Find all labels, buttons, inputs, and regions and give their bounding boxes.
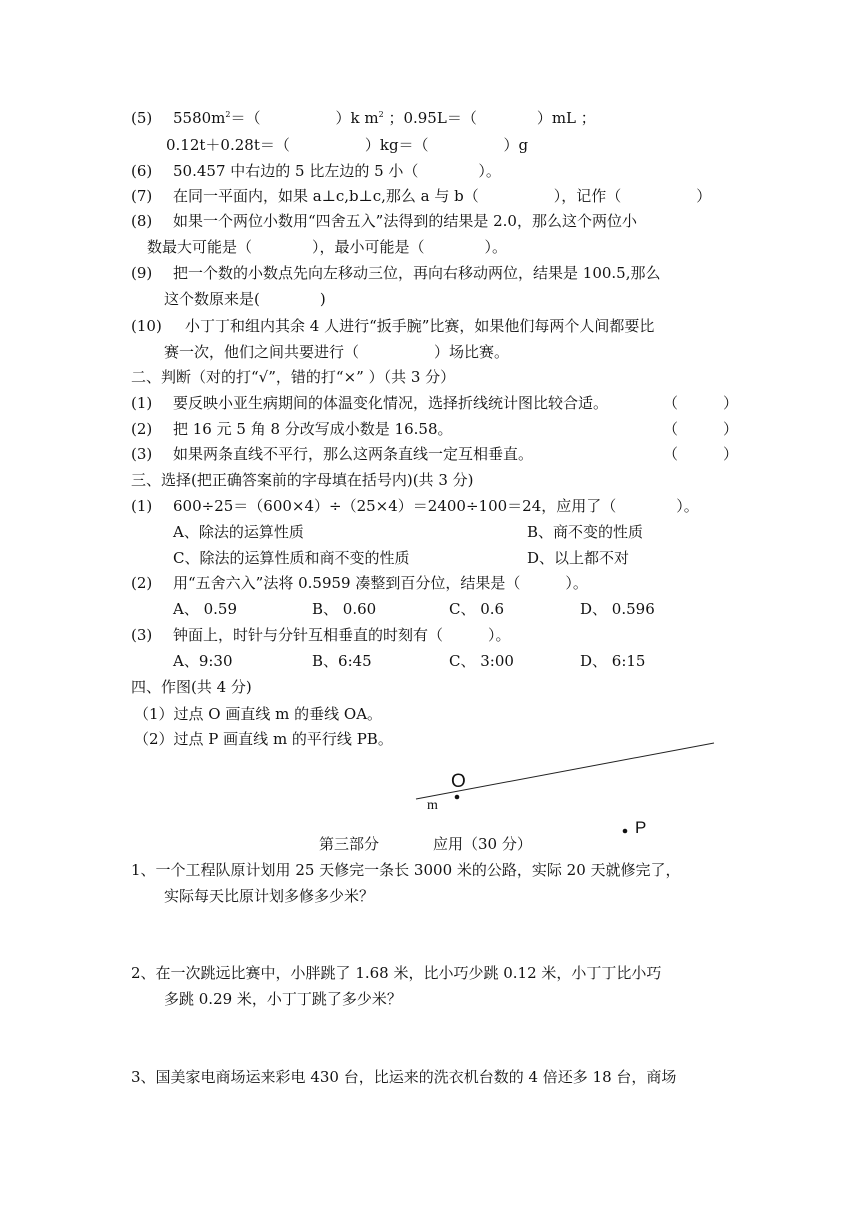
q5-line2: 0.12t＋0.28t＝（ ）kg＝（ ）g (166, 136, 529, 154)
choice-1-number: (1) (131, 497, 153, 515)
q5-part-b: ＝（ ）k m (230, 109, 379, 127)
part3-heading-a: 第三部分 (319, 835, 380, 853)
q5-part-a: 5580m (173, 109, 226, 127)
problem-2: 2、在一次跳远比赛中，小胖跳了 1.68 米，比小巧少跳 0.12 米，小丁丁比小巧 (131, 964, 662, 982)
choice-3-option-a: A、9:30 (173, 652, 233, 670)
problem-2-continuation: 多跳 0.29 米，小丁丁跳了多少米？ (164, 990, 402, 1008)
q8-continuation: 数最大可能是（ ），最小可能是（ ）。 (147, 238, 508, 256)
q10-number: (10) (131, 317, 162, 335)
choice-1-option-a: A、除法的运算性质 (173, 523, 304, 541)
choice-2-option-c: C、 0.6 (449, 600, 505, 618)
draw-instruction-2: （2）过点 P 画直线 m 的平行线 PB。 (134, 730, 393, 748)
q10-continuation: 赛一次，他们之间共要进行（ ）场比赛。 (164, 343, 510, 361)
q8-number: (8) (131, 212, 153, 230)
judge-3-text: 如果两条直线不平行，那么这两条直线一定互相垂直。 (173, 445, 534, 463)
q5-sup-2: 2 (378, 110, 384, 119)
judge-2-text: 把 16 元 5 角 8 分改写成小数是 16.58。 (173, 420, 453, 438)
choice-3-text: 钟面上，时针与分针互相垂直的时刻有（ ）。 (173, 626, 511, 644)
label-m: m (427, 798, 438, 813)
point-p (623, 829, 628, 834)
q10-text: 小丁丁和组内其余 4 人进行“扳手腕”比赛，如果他们每两个人间都要比 (185, 317, 655, 335)
choice-1-option-b: B、商不变的性质 (527, 523, 644, 541)
q9-text: 把一个数的小数点先向左移动三位，再向右移动两位，结果是 100.5,那么 (173, 264, 661, 282)
judge-1-answer-paren: （ ） (663, 394, 739, 412)
judge-2-number: (2) (131, 420, 153, 438)
choice-3-option-d: D、 6:15 (580, 652, 646, 670)
judge-heading: 二、判断（对的打“√”，错的打“×” ）（共 3 分） (131, 368, 456, 386)
judge-3-number: (3) (131, 445, 153, 463)
q6-text: 50.457 中右边的 5 比左边的 5 小（ ）。 (173, 162, 501, 180)
choice-2-option-b: B、 0.60 (312, 600, 377, 618)
choice-3-number: (3) (131, 626, 153, 644)
problem-1-continuation: 实际每天比原计划多修多少米？ (164, 887, 375, 905)
q6-number: (6) (131, 162, 153, 180)
judge-3-answer-paren: （ ） (663, 445, 739, 463)
choice-2-text: 用“五舍六入”法将 0.5959 凑整到百分位，结果是（ ）。 (173, 574, 588, 592)
choice-heading: 三、选择(把正确答案前的字母填在括号内)(共 3 分) (131, 471, 474, 489)
point-o (455, 795, 460, 800)
choice-1-option-c: C、除法的运算性质和商不变的性质 (173, 549, 410, 567)
q5-part-c: ；0.95L＝（ ）mL ； (383, 109, 596, 127)
judge-2-answer-paren: （ ） (663, 420, 739, 438)
problem-3: 3、国美家电商场运来彩电 430 台，比运来的洗衣机台数的 4 倍还多 18 台，商场 (131, 1068, 677, 1086)
q5-sup-1: 2 (225, 110, 231, 119)
label-p: P (635, 818, 647, 837)
judge-1-number: (1) (131, 394, 153, 412)
choice-1-text: 600÷25＝（600×4）÷（25×4）＝2400÷100＝24，应用了（ ）。 (173, 497, 699, 515)
choice-3-option-b: B、6:45 (312, 652, 372, 670)
draw-heading: 四、作图(共 4 分) (131, 678, 252, 696)
choice-2-option-d: D、 0.596 (580, 600, 655, 618)
q9-number: (9) (131, 264, 153, 282)
label-o: O (451, 771, 466, 792)
q7-text: 在同一平面内，如果 a⊥c,b⊥c,那么 a 与 b（ ），记作（ ） (173, 187, 712, 205)
choice-3-option-c: C、 3:00 (449, 652, 514, 670)
draw-instruction-1: （1）过点 O 画直线 m 的垂线 OA。 (134, 705, 383, 723)
part3-heading-b: 应用（30 分） (433, 835, 532, 853)
problem-1: 1、一个工程队原计划用 25 天修完一条长 3000 米的公路，实际 20 天就修完了， (131, 861, 681, 879)
q7-number: (7) (131, 187, 153, 205)
choice-2-option-a: A、 0.59 (173, 600, 237, 618)
q8-text: 如果一个两位小数用“四舍五入”法得到的结果是 2.0，那么这个两位小 (173, 212, 637, 230)
q5-number: (5) (131, 109, 153, 127)
choice-2-number: (2) (131, 574, 153, 592)
judge-1-text: 要反映小亚生病期间的体温变化情况，选择折线统计图比较合适。 (173, 394, 609, 412)
choice-1-option-d: D、以上都不对 (527, 549, 630, 567)
q9-continuation: 这个数原来是( ) (164, 290, 326, 308)
